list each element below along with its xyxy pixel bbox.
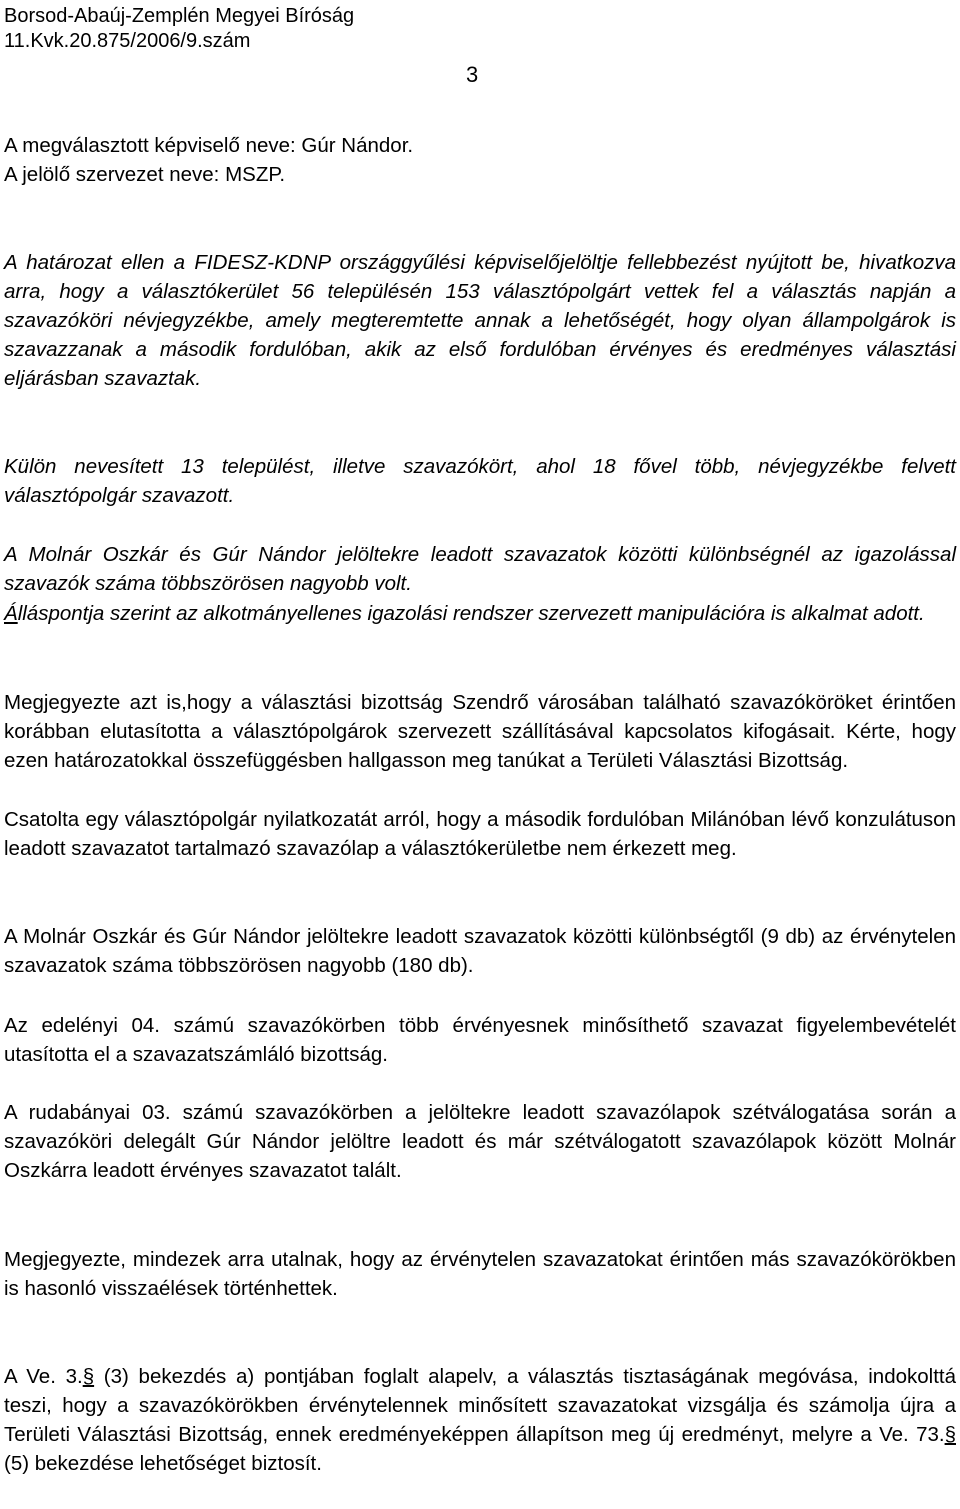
underlined-initial: Á (4, 602, 18, 625)
paragraph-invalid-votes: A Molnár Oszkár és Gúr Nándor jelöltekre leadott szavazatok közötti különbségtől (9 db) az érvénytelen szavazatok száma többszörösen nagyobb (180 db). (4, 925, 956, 977)
nominating-organization: A jelölő szervezet neve: MSZP. (4, 163, 286, 186)
paragraph-abuses: Megjegyezte, mindezek arra utalnak, hogy az érvénytelen szavazatokat érintően más szavazókörökben is hasonló visszaélések történhettek. (4, 1248, 956, 1300)
ve-text-part1: A Ve. 3. (4, 1365, 83, 1388)
section-sign: § (82, 1365, 95, 1388)
paragraph-rudabanyai: A rudabányai 03. számú szavazókörben a jelöltekre leadott szavazólapok szétválogatása során a szavazóköri delegált Gúr Nándor jelöltre leadott és már szétválogatott szavazólapok között Molnár Oszkárra leadott érvényes szavazatot talált. (4, 1101, 956, 1182)
paragraph-edelenyi: Az edelényi 04. számú szavazókörben több érvényesnek minősíthető szavazat figyelembevételét utasította el a szavazatszámláló bizottság. (4, 1014, 956, 1066)
case-number: 11.Kvk.20.875/2006/9.szám (4, 30, 251, 52)
position-text: lláspontja szerint az alkotmányellenes igazolási rendszer szervezett manipulációra is alkalmat adott. (17, 602, 925, 625)
ve-text-part3: (5) bekezdése lehetőséget biztosít. (4, 1452, 322, 1475)
paragraph-settlements: Külön nevesített 13 települést, illetve szavazókört, ahol 18 fővel több, névjegyzékbe felvett választópolgár szavazott. (4, 455, 956, 507)
page-number: 3 (466, 62, 479, 87)
paragraph-ve-principle (4, 1362, 956, 1478)
elected-representative: A megválasztott képviselő neve: Gúr Nándor. (4, 134, 414, 157)
paragraph-milan: Csatolta egy választópolgár nyilatkozatát arról, hogy a második fordulóban Milánóban lévő konzulátuson leadott szavazatot tartalmazó szavazólap a választókerületbe nem érkezett meg. (4, 808, 956, 860)
section-sign: § (944, 1423, 956, 1446)
court-name: Borsod-Abaúj-Zemplén Megyei Bíróság (4, 5, 355, 27)
ve-text-part2: (3) bekezdés a) pontjában foglalt alapelv, a választás tisztaságának megóvása, indokolttá teszi, hogy a szavazókörökben érvénytelennek minősített szavazatokat vizsgálja és számolja újra a Területi Választási Bizottság, ennek eredményeképpen állapítson meg új eredményt, melyre a Ve. 73. (4, 1365, 957, 1446)
paragraph-certificate-votes: A Molnár Oszkár és Gúr Nándor jelöltekre leadott szavazatok közötti különbségnél az igazolással szavazók száma többszörösen nagyobb volt. (4, 543, 956, 595)
paragraph-appeal: A határozat ellen a FIDESZ-KDNP országgyűlési képviselőjelöltje fellebbezést nyújtott be, hivatkozva arra, hogy a választókerület 56 településén 153 választópolgárt vettek fel a választás napján a szavazóköri névjegyzékbe, amely megteremtette annak a lehetőségét, hogy olyan állampolgárok is szavazzanak a második fordulóban, akik az első fordulóban érvényes és eredményes választási eljárásban szavaztak. (4, 251, 956, 390)
paragraph-noted-szendro: Megjegyezte azt is,hogy a választási bizottság Szendrő városában található szavazóköröket érintően korábban elutasította a választópolgárok szervezett szállításával kapcsolatos kifogásait. Kérte, hogy ezen határozatokkal összefüggésben hallgasson meg tanúkat a Területi Választási Bizottság. (4, 691, 956, 772)
paragraph-position (4, 599, 956, 628)
